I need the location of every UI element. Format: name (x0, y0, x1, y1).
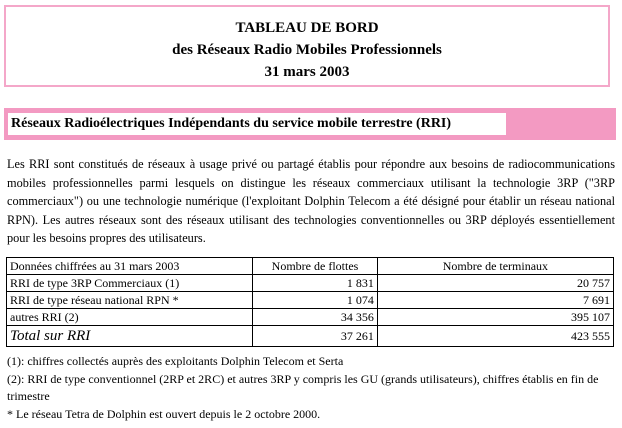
title-box (4, 5, 610, 87)
section-title: Réseaux Radioélectriques Indépendants du service mobile terrestre (RRI) (8, 113, 506, 135)
header-cell-fleets: Nombre de flottes (253, 258, 378, 275)
header-cell-label: Données chiffrées au 31 mars 2003 (7, 258, 253, 275)
total-terminals: 423 555 (377, 326, 613, 347)
row-terminals: 20 757 (377, 275, 613, 292)
header-cell-terminals: Nombre de terminaux (377, 258, 613, 275)
row-fleets: 1 074 (253, 292, 378, 309)
table-header-row (7, 258, 614, 275)
table-row (7, 292, 614, 309)
row-fleets: 1 831 (253, 275, 378, 292)
title-line-1: TABLEAU DE BORD (235, 20, 379, 36)
row-fleets: 34 356 (253, 309, 378, 326)
title-line-3: 31 mars 2003 (264, 64, 350, 80)
row-terminals: 395 107 (377, 309, 613, 326)
footnote-2: (2): RRI de type conventionnel (2RP et 2RC) et autres 3RP y compris les GU (grands utilisateurs), chiffres établis en fin de trimestre (7, 371, 599, 403)
total-fleets: 37 261 (253, 326, 378, 347)
table-total-row (7, 326, 614, 347)
table-row (7, 309, 614, 326)
row-label: RRI de type 3RP Commerciaux (1) (7, 275, 253, 292)
total-label: Total sur RRI (7, 326, 253, 347)
table-row (7, 275, 614, 292)
footnotes (7, 353, 615, 423)
title-line-2: des Réseaux Radio Mobiles Professionnels (172, 42, 442, 58)
footnote-1: (1): chiffres collectés auprès des exploitants Dolphin Telecom et Serta (7, 354, 344, 368)
footnote-3: * Le réseau Tetra de Dolphin est ouvert depuis le 2 octobre 2000. (7, 406, 321, 421)
row-label: RRI de type réseau national RPN * (7, 292, 253, 309)
row-terminals: 7 691 (377, 292, 613, 309)
intro-paragraph: Les RRI sont constitués de réseaux à usage privé ou partagé établis pour répondre aux besoins de radiocommunications mobiles professionnelles parmi lesquels on distingue les réseaux commerciaux utilisant la technologie 3RP ("3RP commerciaux") ou une technologie numérique (l'exploitant Dolphin Telecom a été désigné pour établir un réseau national RPN). Les autres réseaux sont des réseaux utilisant des technologies conventionnelles ou 3RP déployés essentiellement pour les besoins propres des utilisateurs. (7, 157, 615, 246)
section-header-bar (4, 108, 616, 140)
statistics-table (6, 257, 614, 347)
row-label: autres RRI (2) (7, 309, 253, 326)
